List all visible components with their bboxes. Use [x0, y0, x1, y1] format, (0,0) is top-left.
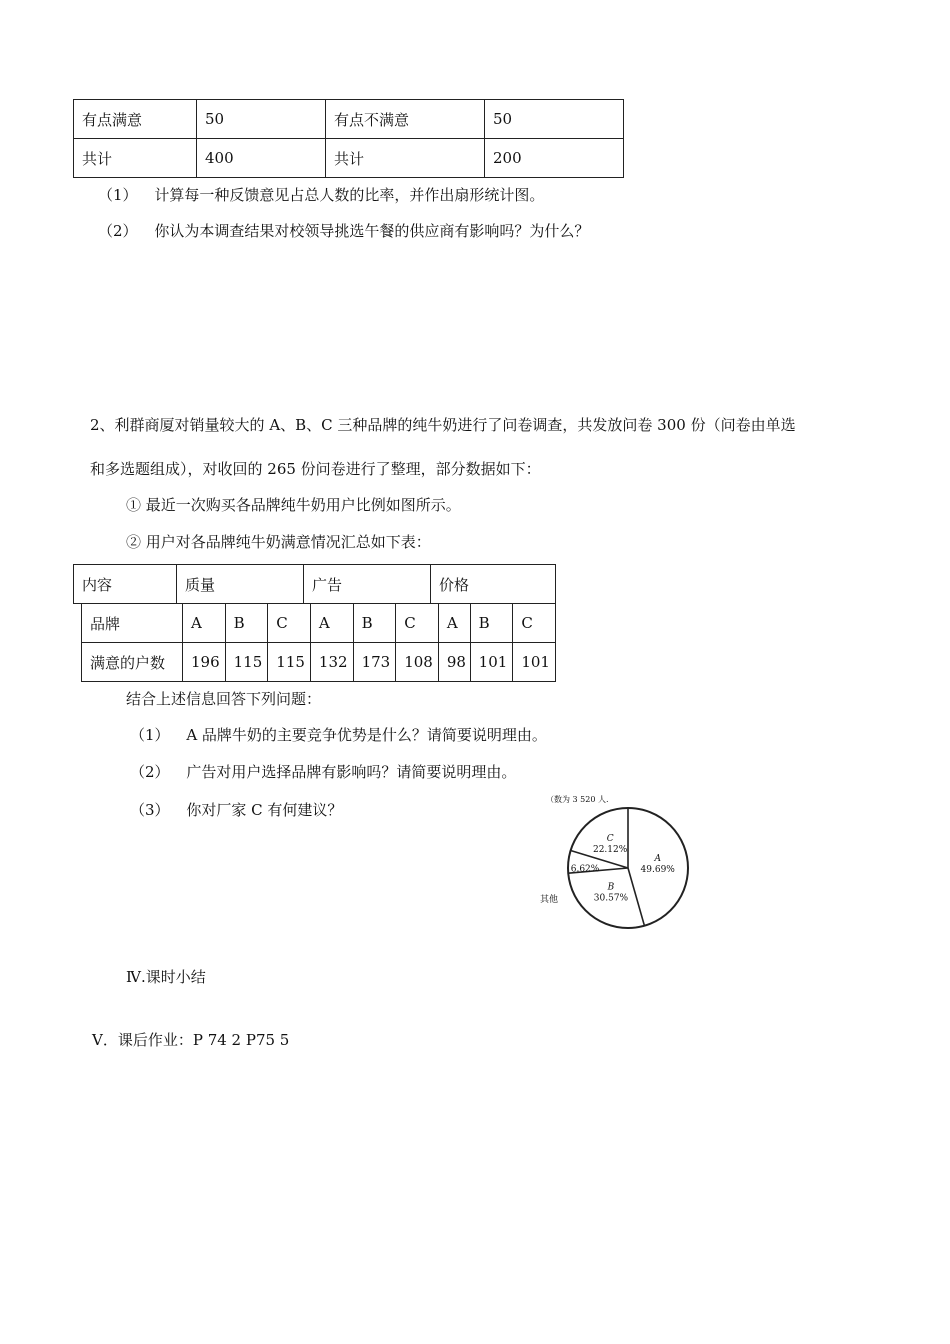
question-number: （1） [130, 726, 170, 744]
table-cell: 108 [396, 643, 439, 682]
table-cell: 品牌 [82, 604, 183, 643]
table-cell: B [470, 604, 513, 643]
pie-slice-value: 22.12% [592, 844, 628, 855]
pie-slice-value: 6.62% [570, 864, 600, 875]
table-row [74, 100, 624, 139]
table-cell: 115 [225, 643, 268, 682]
table-cell: 共计 [326, 139, 485, 178]
table-cell: 98 [438, 643, 470, 682]
section-4-summary: Ⅳ.课时小结 [126, 968, 206, 986]
question-2-1 [130, 724, 547, 745]
table-row [74, 565, 556, 604]
question-text: 计算每一种反馈意见占总人数的比率，并作出扇形统计图。 [154, 186, 545, 204]
pie-svg [540, 792, 700, 938]
table-cell: 50 [197, 100, 326, 139]
table-cell: 质量 [177, 565, 304, 604]
table-cell: 101 [513, 643, 556, 682]
table-cell: 价格 [431, 565, 556, 604]
table-cell: 50 [485, 100, 624, 139]
table-cell: C [396, 604, 439, 643]
question-2-3 [130, 799, 342, 820]
pie-slice-category: B [607, 882, 615, 893]
table-cell: A [183, 604, 226, 643]
table-cell: 200 [485, 139, 624, 178]
table-row [82, 604, 556, 643]
question-text: A 品牌牛奶的主要竞争优势是什么？请简要说明理由。 [186, 726, 547, 744]
problem-2-point-1: ① 最近一次购买各品牌纯牛奶用户比例如图所示。 [126, 496, 461, 514]
table-cell: 内容 [74, 565, 177, 604]
question-2-2 [130, 761, 516, 782]
table-cell: 有点满意 [74, 100, 197, 139]
pie-slice-value: 49.69% [640, 864, 675, 875]
table-cell: C [268, 604, 311, 643]
brand-share-pie-chart [540, 792, 700, 938]
pie-slice-category: C [606, 833, 614, 844]
table-cell: B [225, 604, 268, 643]
questions-intro: 结合上述信息回答下列问题： [126, 690, 322, 708]
table-cell: 有点不满意 [326, 100, 485, 139]
table-cell: 115 [268, 643, 311, 682]
satisfaction-header-table [73, 564, 556, 604]
problem-2-point-2: ② 用户对各品牌纯牛奶满意情况汇总如下表： [126, 533, 431, 551]
table-cell: A [310, 604, 353, 643]
problem-2-line-1: 2、利群商厦对销量较大的 A、B、C 三种品牌的纯牛奶进行了问卷调查，共发放问卷 300 份（问卷由单选 [90, 416, 796, 434]
pie-other-label: 其他 [540, 895, 559, 905]
table-cell: 满意的户数 [82, 643, 183, 682]
table-cell: 400 [197, 139, 326, 178]
table-cell: 196 [183, 643, 226, 682]
question-number: （2） [130, 763, 170, 781]
question-text: 你认为本调查结果对校领导挑选午餐的供应商有影响吗？为什么？ [154, 222, 590, 240]
question-1-2 [98, 220, 589, 241]
table-cell: B [353, 604, 396, 643]
pie-slice-value: 30.57% [593, 893, 629, 904]
table-row [74, 139, 624, 178]
table-cell: 共计 [74, 139, 197, 178]
question-1-1 [98, 184, 544, 205]
satisfaction-table [81, 603, 556, 682]
question-number: （3） [130, 801, 170, 819]
table-cell: C [513, 604, 556, 643]
table-cell: 173 [353, 643, 396, 682]
question-number: （2） [98, 222, 138, 240]
feedback-table [73, 99, 624, 178]
pie-caption: （数为 3 520 人. [546, 795, 609, 804]
problem-2-line-2: 和多选题组成），对收回的 265 份问卷进行了整理，部分数据如下： [90, 460, 541, 478]
pie-slice-category: A [654, 853, 661, 864]
table-cell: 101 [470, 643, 513, 682]
question-text: 你对厂家 C 有何建议？ [186, 801, 343, 819]
question-text: 广告对用户选择品牌有影响吗？请简要说明理由。 [186, 763, 517, 781]
table-row [82, 643, 556, 682]
table-cell: 132 [310, 643, 353, 682]
table-cell: 广告 [304, 565, 431, 604]
section-5-homework: Ⅴ．课后作业：P 74 2 P75 5 [92, 1031, 290, 1049]
question-number: （1） [98, 186, 138, 204]
table-cell: A [438, 604, 470, 643]
